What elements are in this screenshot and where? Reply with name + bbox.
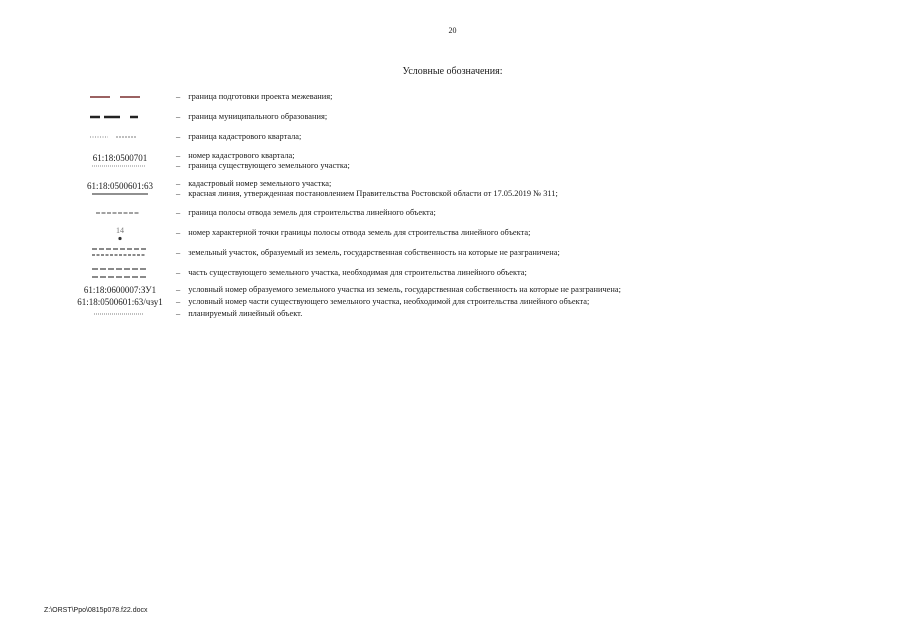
legend-row-formed-plot-number: 61:18:0600007:ЗУ1 – условный номер образуемого земельного участка из земель, государственная собственность на которые не разграничена; — [40, 283, 880, 296]
legend-text: граница кадастрового квартала; — [188, 132, 302, 141]
cadastral-quarter-boundary-symbol — [70, 127, 170, 147]
legend-text: граница полосы отвода земель для строительства линейного объекта; — [188, 208, 436, 217]
point-label: 14 — [116, 225, 124, 235]
legend-text: часть существующего земельного участка, необходимая для строительства линейного объекта; — [188, 268, 527, 277]
planned-linear-object-symbol — [70, 308, 170, 320]
page-number: 20 — [448, 26, 457, 35]
formed-plot-number-symbol — [70, 283, 170, 296]
legend-row-part-of-plot: – часть существующего земельного участка, необходимая для строительства линейного объекта; — [40, 263, 880, 283]
legend-row-municipal-boundary: – граница муниципального образования; — [40, 107, 880, 127]
legend-row-project-boundary: – границa подготовки проекта межевания; — [40, 87, 880, 107]
legend — [40, 87, 880, 320]
plot-number-symbol — [70, 175, 170, 203]
municipal-boundary-symbol — [70, 107, 170, 127]
legend-row-characteristic-point: 14 – номер характерной точки границы полосы отвода земель для строительства линейного объекта; — [40, 223, 880, 243]
legend-row-allotment-strip: – граница полосы отвода земель для строительства линейного объекта; — [40, 203, 880, 223]
part-of-plot-symbol — [70, 263, 170, 283]
legend-text: условный номер образуемого земельного участка из земель, государственная собственность на которые не разграничена; — [188, 284, 621, 294]
project-boundary-symbol — [70, 87, 170, 107]
formed-plot-symbol — [70, 243, 170, 263]
legend-text: граница муниципального образования; — [188, 112, 328, 121]
legend-row-formed-plot: – земельный участок, образуемый из земель, государственная собственность на которые не разграничена; — [40, 243, 880, 263]
part-number-label: 61:18:0500601:63/чзу1 — [77, 297, 163, 307]
legend-text: кадастровый номер земельного участка; — [188, 179, 332, 188]
legend-text: условный номер части существующего земельного участка, необходимой для строительства линейного объекта; — [188, 297, 590, 306]
quarter-number-label: 61:18:0500701 — [92, 153, 148, 163]
allotment-strip-symbol — [70, 203, 170, 223]
legend-row-planned-linear-object: – планируемый линейный объект. — [40, 308, 880, 320]
legend-text: земельный участок, образуемый из земель, государственная собственность на которые не разграничена; — [188, 248, 560, 257]
formed-plot-number-label: 61:18:0600007:ЗУ1 — [83, 284, 157, 295]
part-number-symbol — [70, 296, 170, 308]
legend-text: номер кадастрового квартала; — [188, 151, 295, 160]
legend-title: Условные обозначения: — [402, 66, 503, 77]
legend-row-plot-number: 61:18:0500601:63 – кадастровый номер земельного участка; – красная линия, утвержденная постановлением Правительства Ростовской области от 17.05.2019 № 311; — [40, 175, 880, 203]
plot-number-label: 61:18:0500601:63 — [86, 181, 153, 191]
characteristic-point-symbol — [70, 223, 170, 243]
legend-row-cadastral-quarter-boundary: – граница кадастрового квартала; — [40, 127, 880, 147]
quarter-number-symbol — [70, 147, 170, 175]
legend-text: планируемый линейный объект. — [188, 309, 303, 318]
file-path-footer: Z:\ORST\Ppo\0815p078.f22.docx — [44, 607, 148, 614]
legend-row-quarter-number: 61:18:0500701 – номер кадастрового квартала; – граница существующего земельного участка; — [40, 147, 880, 175]
legend-text: граница существующего земельного участка; — [188, 161, 350, 170]
legend-text: номер характерной точки границы полосы отвода земель для строительства линейного объекта; — [188, 228, 531, 237]
legend-text: границa подготовки проекта межевания; — [188, 92, 333, 101]
legend-row-part-number: 61:18:0500601:63/чзу1 – условный номер части существующего земельного участка, необходимой для строительства линейного объекта; — [40, 296, 880, 308]
legend-text: красная линия, утвержденная постановлением Правительства Ростовской области от 17.05.2019 № 311; — [188, 189, 558, 198]
